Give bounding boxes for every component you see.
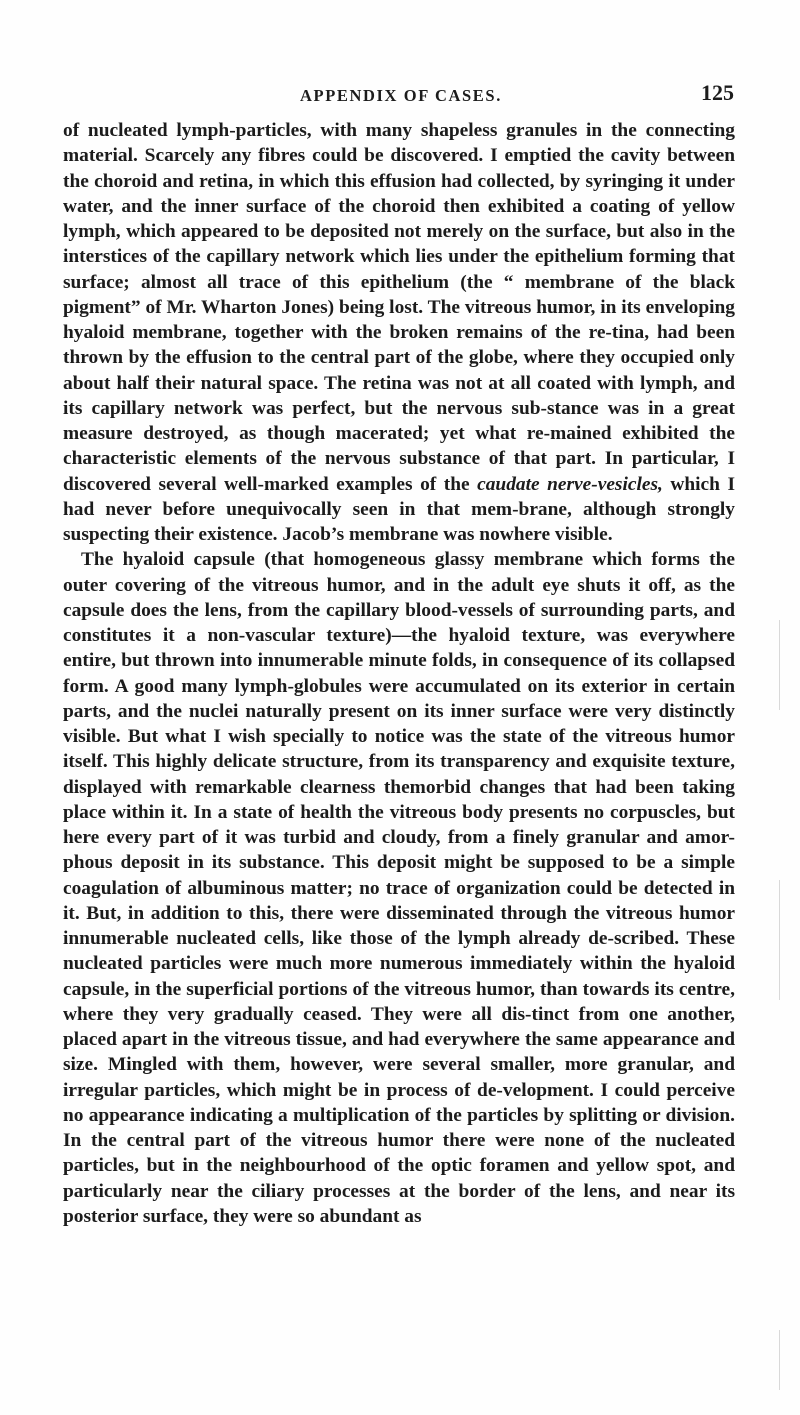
paragraph-2: The hyaloid capsule (that homogeneous glassy membrane which forms the outer covering of the vitreous humor, and in the adult eye shuts it off, as the capsule does the lens, from the capillary blood-vessels of surrounding parts, and constitutes it a non-vascular texture)—the hyaloid texture, was everywhere entire, but thrown into innumerable minute folds, in consequence of its collapsed form. A good many lymph-globules were accumulated on its exterior in certain parts, and the nuclei naturally present on its inner surface were very distinctly visible. But what I wish specially to notice was the state of the vitreous humor itself. This highly delicate structure, from its transparency and exquisite texture, displayed with remarkable clearness themorbid changes that had been taking place within it. In a state of health the vitreous body presents no corpuscles, but here every part of it was turbid and cloudy, from a finely granular and amor-phous deposit in its substance. This deposit might be supposed to be a simple coagulation of albuminous matter; no trace of organization could be detected in it. But, in addition to this, there were disseminated through the vitreous humor innumerable nucleated cells, like those of the lymph already de-scribed. These nucleated particles were much more numerous immediately within the hyaloid capsule, in the superficial portions of the vitreous humor, than towards its centre, where they very gradually ceased. They were all dis-tinct from one another, placed apart in the vitreous tissue, and had everywhere the same appearance and size. Mingled with them, however, were several smaller, more granular, and irregular particles, which might be in process of de-velopment. I could perceive no appearance indicating a multiplication of the particles by splitting or division. In the central part of the vitreous humor there were none of the nucleated particles, but in the neighbourhood of the optic foramen and yellow spot, and particularly near the ciliary processes at the border of the lens, and near its posterior surface, they were so abundant as bbox=[63, 549, 735, 1227]
italic-term: caudate nerve-vesicles, bbox=[477, 473, 663, 495]
paragraph-1-text-a: of nucleated lymph-particles, with many shapeless granules in the connecting material. Scarcely any fibres could be discovered. I emptied the cavity between the choroid and retina, in which this effusion had collected, by syringing it under water, and the inner surface of the choroid then exhibited a coating of yellow lymph, which appeared to be deposited not merely on the surface, but also in the interstices of the capillary network which lies under the epithelium forming that surface; almost all trace of this epithelium (the “ membrane of the black pigment” of Mr. Wharton Jones) being lost. The vitreous humor, in its enveloping hyaloid membrane, together with the broken remains of the re-tina, had been thrown by the effusion to the central part of the globe, where they occupied only about half their natural space. The retina was not at all coated with lymph, and its capillary network was perfect, but the nervous sub-stance was in a great measure destroyed, as though macerated; yet what re-mained exhibited the characteristic elements of the nervous substance of that part. In particular, I discovered several well-marked examples of the bbox=[63, 120, 735, 495]
running-head: APPENDIX OF CASES. bbox=[300, 86, 502, 105]
page-edge-mark bbox=[779, 880, 780, 1000]
page-edge-mark bbox=[779, 620, 780, 710]
page-edge-mark bbox=[779, 1330, 780, 1390]
body-text bbox=[63, 118, 735, 1229]
paragraph-1-text-b: which I had never before unequivocally seen in that mem-brane, although strongly suspecting their existence. Jacob’s membrane was nowhere visible. bbox=[63, 473, 735, 545]
page-number: 125 bbox=[701, 80, 734, 105]
paragraph-1 bbox=[63, 118, 735, 547]
